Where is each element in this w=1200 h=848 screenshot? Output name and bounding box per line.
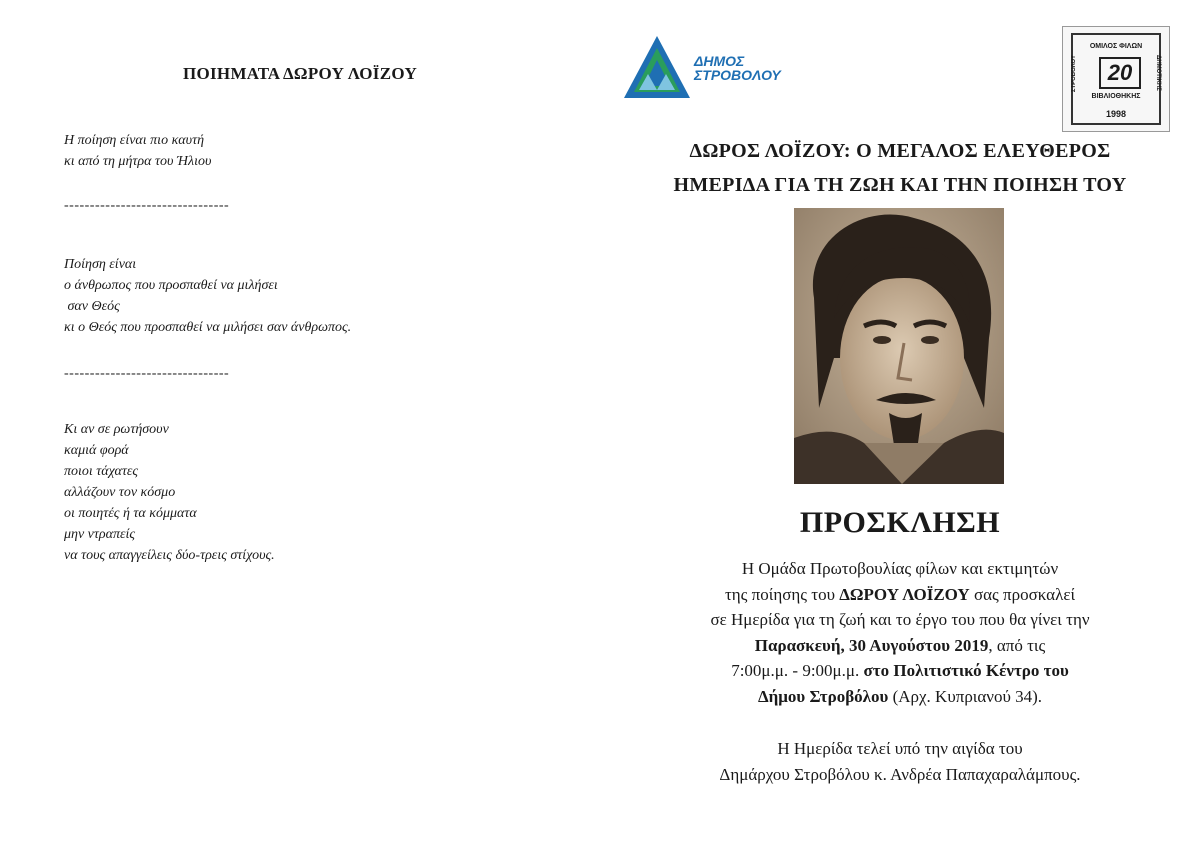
poem-line: να τους απαγγείλεις δύο-τρεις στίχους. [64,548,275,563]
separator: -------------------------------- [64,366,230,381]
poem-3 [64,419,275,566]
event-venue: στο Πολιτιστικό Κέντρο του [863,661,1069,681]
portrait-image [794,208,1004,484]
event-date: Παρασκευή, 30 Αυγούστου 2019 [754,635,989,655]
seal-side-right: ΔΗΜΟΤΙΚΗΣ [1155,55,1161,91]
body-line: σε Ημερίδα για τη ζωή και το έργο του που θα γίνει την [710,610,1090,630]
invitation-page [600,0,1200,848]
poem-line: κι από τη μήτρα του Ήλιου [64,154,212,169]
municipality-logo [622,34,802,104]
body-line [600,633,1200,659]
text-span: , από τις [988,635,1046,655]
patron-line: Η Ημερίδα τελεί υπό την αιγίδα του [777,739,1023,758]
seal-side-left: ΣΤΡΟΒΟΛΟΥ [1071,55,1077,93]
seal-frame [1071,33,1161,125]
poem-line: σαν Θεός [64,299,120,314]
portrait-photo [794,208,1004,484]
invitation-title: ΠΡΟΣΚΛΗΣΗ [799,506,1001,539]
event-address: (Αρχ. Κυπριανού 34). [888,686,1043,706]
body-line [600,658,1200,684]
poem-line: αλλάζουν τον κόσμο [64,485,176,500]
patron-line: Δημάρχου Στροβόλου κ. Ανδρέα Παπαχαραλάμπους. [719,764,1081,784]
poem-line: ποιοι τάχατες [64,464,139,479]
body-line [600,684,1200,710]
logo-line: ΣΤΡΟΒΟΛΟΥ [694,67,781,83]
invitation-body [600,556,1200,710]
patronage-note [600,736,1200,787]
seal-year: 1998 [1105,109,1127,119]
poem-line: καμιά φορά [64,443,129,458]
event-title: ΔΩΡΟΣ ΛΟΪΖΟΥ: Ο ΜΕΓΑΛΟΣ ΕΛΕΥΘΕΡΟΣ [689,140,1111,162]
poem-line: κι ο Θεός που προσπαθεί να μιλήσει σαν άνθρωπος. [64,320,352,335]
library-friends-seal [1062,26,1170,132]
event-venue-municipality: Δήμου Στροβόλου [757,686,889,706]
event-subtitle: ΗΜΕΡΙΔΑ ΓΙΑ ΤΗ ΖΩΗ ΚΑΙ ΤΗΝ ΠΟΙΗΣΗ ΤΟΥ [673,174,1127,196]
body-line: Η Ομάδα Πρωτοβουλίας φίλων και εκτιμητών [741,559,1059,578]
poem-1 [64,130,211,172]
separator: -------------------------------- [64,198,230,213]
logo-line: ΔΗΜΟΣ [694,53,745,69]
body-line [600,582,1200,608]
poem-line: οι ποιητές ή τα κόμματα [64,506,197,521]
poems-title: ΠΟΙΗΜΑΤΑ ΔΩΡΟΥ ΛΟΪΖΟΥ [182,64,418,83]
poem-line: Ποίηση είναι [64,257,137,272]
text-span: της ποίησης του [724,584,840,604]
text-span: σας προσκαλεί [969,584,1076,604]
seal-number: 20 [1099,57,1141,89]
seal-top-text: ΟΜΙΛΟΣ ΦΙΛΩΝ [1089,43,1143,50]
poem-line: Κι αν σε ρωτήσουν [64,422,169,437]
poem-2 [64,254,351,338]
poem-line: μην ντραπείς [64,527,136,542]
triangle-logo-icon [622,34,692,100]
logo-text [694,54,781,82]
poet-name: ΔΩΡΟΥ ΛΟΪΖΟΥ [839,584,970,604]
seal-bottom-text: ΒΙΒΛΙΟΘΗΚΗΣ [1091,93,1141,100]
poem-line: ο άνθρωπος που προσπαθεί να μιλήσει [64,278,278,293]
poem-line: Η ποίηση είναι πιο καυτή [64,133,205,148]
event-time: 7:00μ.μ. - 9:00μ.μ. [731,661,864,681]
